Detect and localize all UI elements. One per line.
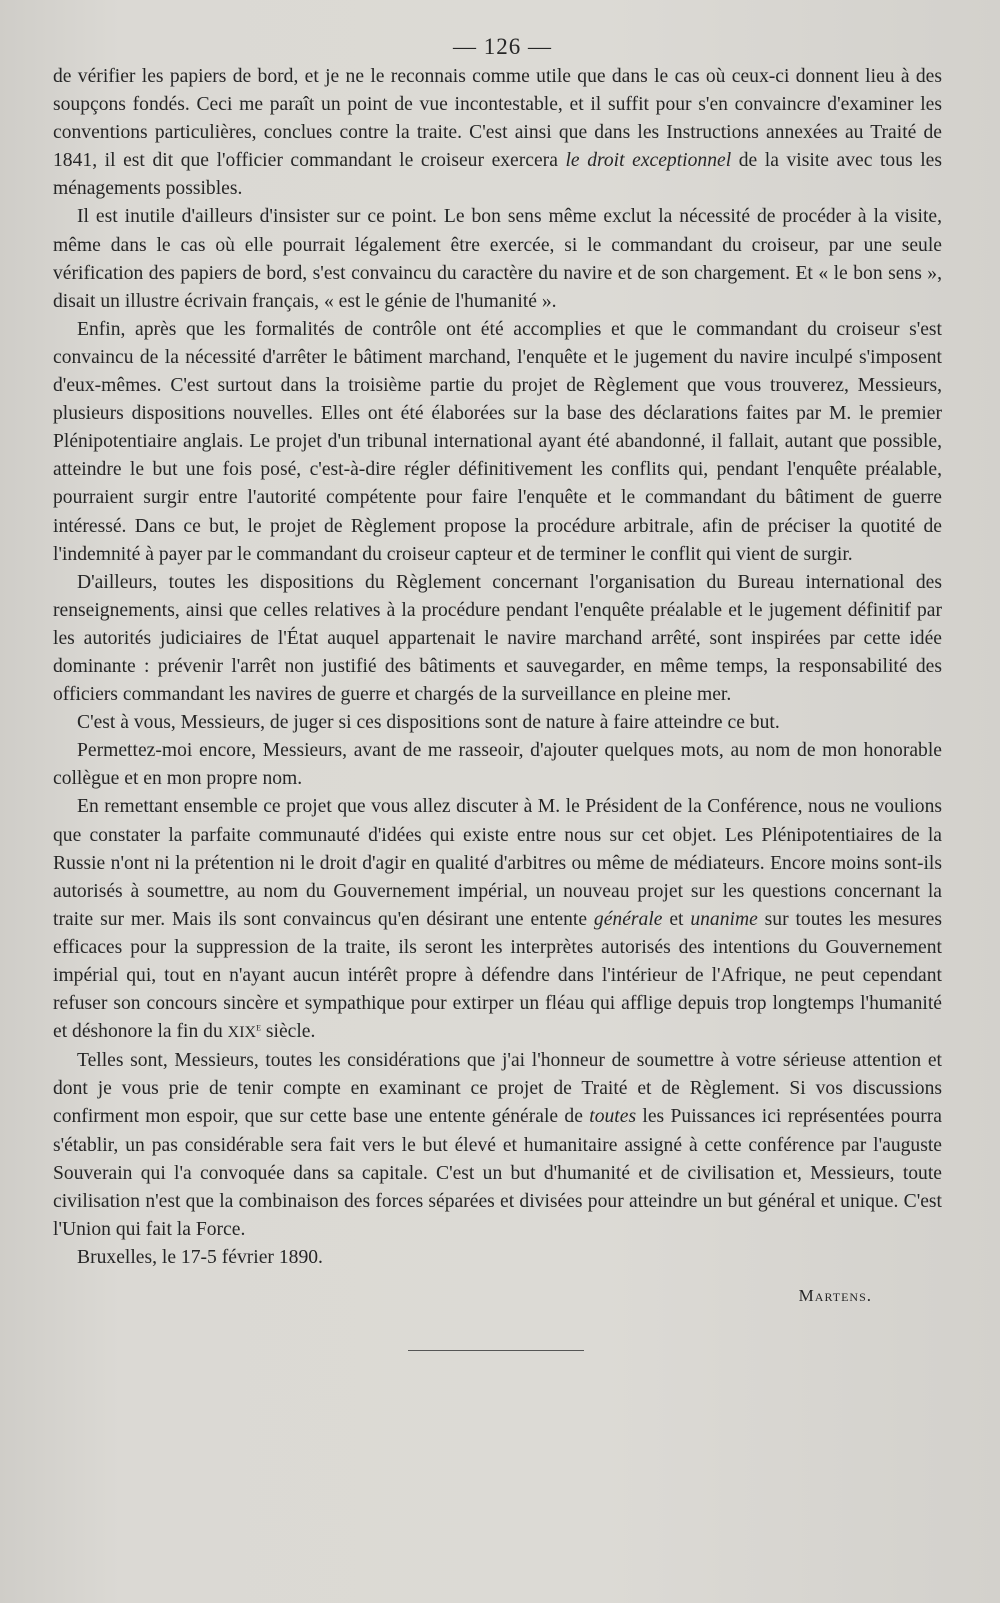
paragraph-enquiry: Enfin, après que les formalités de contrôle ont été accomplies et que le commandant du croiseur s'est convaincu de la nécessité d'arrêter le bâtiment marchand, l'enquête et le jugement du navire inculpé s'imposent d'eux-mêmes. C'est surtout dans la troisième partie du projet de Règlement que vous trouverez, Messieurs, plusieurs dispositions nouvelles. Elles ont été élaborées sur la base des déclarations faites par M. le premier Plénipotentiaire anglais. Le projet d'un tribunal international ayant été abandonné, il fallait, autant que possible, atteindre le but une fois posé, c'est-à-dire régler définitivement les conflits qui, pendant l'enquête préalable, pourraient surgir entre l'autorité compétente pour faire l'enquête et le commandant du bâtiment de guerre intéressé. Dans ce but, le projet de Règlement propose la procédure arbitrale, afin de préciser la quotité de l'indemnité à payer par le commandant du croiseur capteur et de terminer le conflit qui vient de surgir. [53,318,942,565]
paragraph-common-sense: Il est inutile d'ailleurs d'insister sur ce point. Le bon sens même exclut la nécessité de procéder à la visite, même dans le cas où elle pourrait légalement être exercée, si le commandant du croiseur, par une seule vérification des papiers de bord, s'est convaincu du caractère du navire et de son chargement. Et « le bon sens », disait un illustre écrivain français, « est le génie de l'humanité ». [53,206,942,312]
text-run: Telles sont, Messieurs, toutes les considérations que j'ai l'honneur de soumettre à votre sérieuse attention et dont je vous prie de tenir compte en examinant ce projet de Traité et de Règlement. Si vos discussions confirment mon espoir, que sur cette base une entente générale de [53,1050,942,1128]
century-text: XIX [227,1024,257,1042]
italic-term: toutes [589,1106,637,1128]
century-numeral [227,1021,261,1042]
date-line: Bruxelles, le 17-5 février 1890. [77,1246,323,1268]
text-run: de vérifier les papiers de bord, et je ne le reconnais comme utile que dans le cas où ceux-ci donnent lieu à des soupçons fondés. Ceci me paraît un point de vue incontestable, et il suffit pour s'en convaincre d'examiner les conventions particulières, conclues contre la traite. C'est ainsi que dans les Instructions annexées au Traité de 1841, il est dit que l'officier commandant le croiseur exercera [53,66,942,172]
italic-term: le droit exceptionnel [565,150,732,172]
text-run: siècle. [265,1021,316,1043]
text-run: les Puissances ici représentées pourra s'établir, un pas considérable sera fait vers le but élevé et humanitaire assigné à cette conférence par l'auguste Souverain qui l'a convoquée dans sa capitale. C'est un but d'humanité et de civilisation et, Messieurs, toute civilisation n'est que la combinaison des forces séparées et divisées pour atteindre un but général et unique. C'est l'Union qui fait la Force. [53,1106,942,1240]
paragraph-regulation: D'ailleurs, toutes les dispositions du Règlement concernant l'organisation du Bureau international des renseignements, ainsi que celles relatives à la procédure pendant l'enquête préalable et le jugement définitif par les autorités judiciaires de l'État auquel appartenait le navire marchand arrêté, sont inspirées par cette idée dominante : prévenir l'arrêt non justifié des bâtiments et sauvegarder, en même temps, la responsabilité des officiers commandant les navires de guerre et chargés de la surveillance en pleine mer. [53,571,942,706]
paragraph-conclusion [53,1047,942,1244]
page-number: — 126 — [453,34,552,59]
signature: Martens. [798,1286,872,1306]
closing-rule [408,1350,584,1351]
paragraph-visit-rights [53,63,942,203]
text-run: de la visite avec tous les ménagements possibles. [53,150,942,200]
paragraph-judgement: C'est à vous, Messieurs, de juger si ces dispositions sont de nature à faire atteindre ce but. [77,712,780,734]
body-text [53,63,942,1272]
century-superscript: e [256,1021,261,1034]
text-run: sur toutes les mesures efficaces pour la suppression de la traite, ils seront les interprètes autorisés des intentions du Gouvernement impérial qui, tout en n'ayant aucun intérêt propre à défendre dans l'intérieur de l'Afrique, ne peut cependant refuser son concours sincère et sympathique pour extirper un fléau qui afflige depuis trop longtemps l'humanité et déshonore la fin du [53,908,942,1043]
italic-term: unanime [690,908,758,930]
italic-term: générale [593,908,663,930]
text-run: En remettant ensemble ce projet que vous allez discuter à M. le Président de la Conférence, nous ne voulions que constater la parfaite communauté d'idées qui existe entre nous sur cet objet. Les Plénipotentiaires de la Russie n'ont ni la prétention ni le droit d'agir en qualité d'arbitres ou même de médiateurs. Encore moins sont-ils autorisés à soumettre, au nom du Gouvernement impérial, un nouveau projet sur les questions concernant la traite sur mer. Mais ils sont convaincus qu'en désirant une entente [53,796,942,930]
paragraph-russia [53,793,942,1047]
text-run: et [669,908,684,930]
paragraph-colleague: Permettez-moi encore, Messieurs, avant de me rasseoir, d'ajouter quelques mots, au nom de mon honorable collègue et en mon propre nom. [53,740,942,790]
